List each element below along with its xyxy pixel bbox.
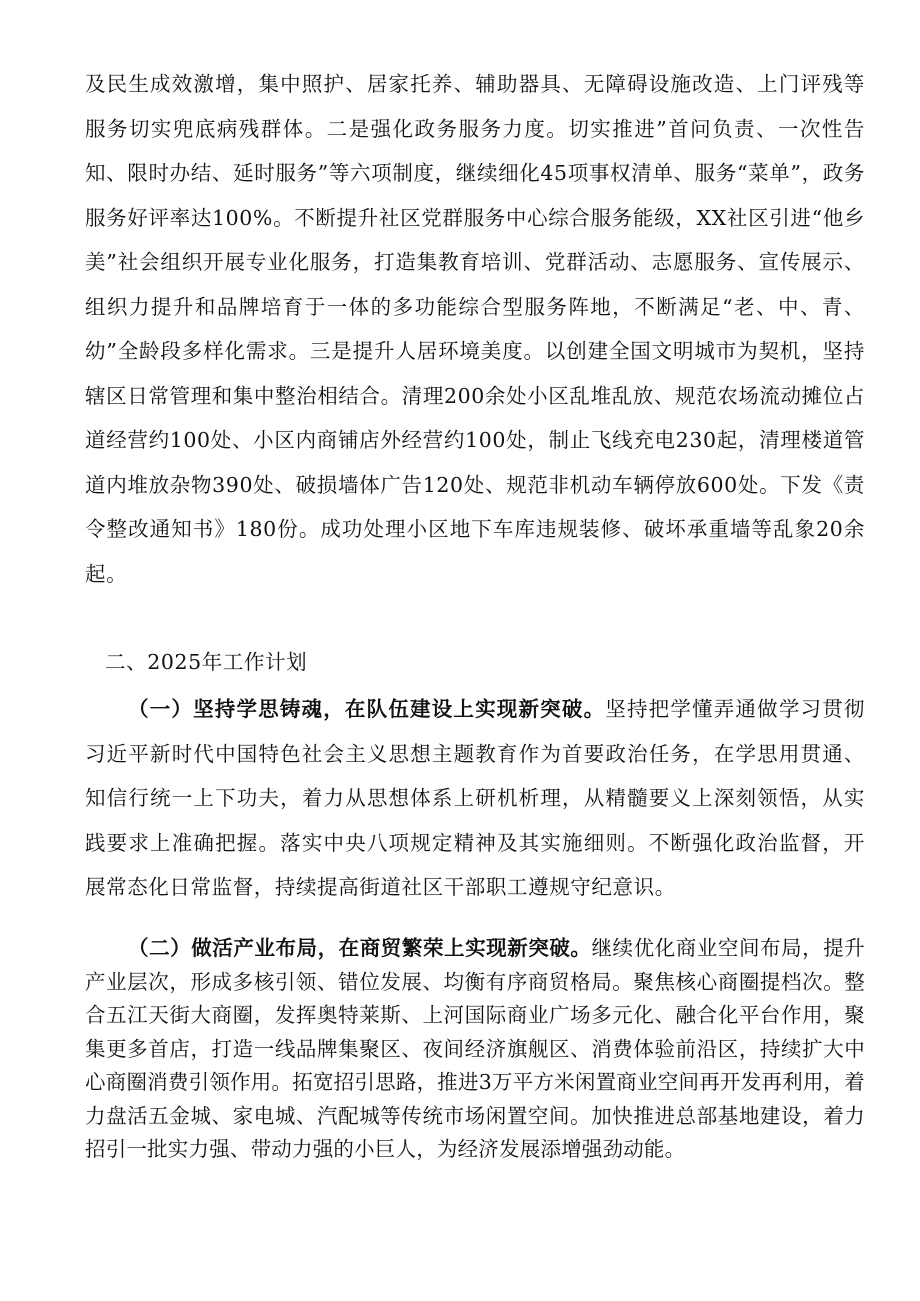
plan-item-1-body: 坚持把学懂弄通做学习贯彻习近平新时代中国特色社会主义思想主题教育作为首要政治任务，在学思用贯通、知信行统一上下功夫，着力从思想体系上研机析理，从精髓要义上深刻领悟，从实践要求上准确把握。落实中央八项规定精神及其实施细则。不断强化政治监督，开展常态化日常监督，持续提高街道社区干部职工遵规守纪意识。 [85, 697, 865, 899]
paragraph-continuation: 及民生成效激增，集中照护、居家托养、辅助器具、无障碍设施改造、上门评残等服务切实兜底病残群体。二是强化政务服务力度。切实推进”首问负责、一次性告知、限时办结、延时服务”等六项制度，继续细化45项事权清单、服务“菜单”，政务服务好评率达100%。不断提升社区党群服务中心综合服务能级，XX社区引进“他乡美”社会组织开展专业化服务，打造集教育培训、党群活动、志愿服务、宣传展示、组织力提升和品牌培育于一体的多功能综合型服务阵地，不断满足“老、中、青、幼”全龄段多样化需求。三是提升人居环境美度。以创建全国文明城市为契机，坚持辖区日常管理和集中整治相结合。清理200余处小区乱堆乱放、规范农场流动摊位占道经营约100处、小区内商铺店外经营约100处，制止飞线充电230起，清理楼道管道内堆放杂物390处、破损墙体广告120处、规范非机动车辆停放600处。下发《责令整改通知书》180份。成功处理小区地下车库违规装修、破坏承重墙等乱象20余起。 [85, 72, 865, 586]
plan-item-2-body: 继续优化商业空间布局，提升产业层次，形成多核引领、错位发展、均衡有序商贸格局。聚焦核心商圈提档次。整合五江天街大商圈，发挥奥特莱斯、上河国际商业广场多元化、融合化平台作用，聚集更多首店，打造一线品牌集聚区、夜间经济旗舰区、消费体验前沿区，持续扩大中心商圈消费引领作用。拓宽招引思路，推进3万平方米闲置商业空间再开发再利用，着力盘活五金城、家电城、汽配城等传统市场闲置空间。加快推进总部基地建设，着力招引一批实力强、带动力强的小巨人，为经济发展添增强劲动能。 [85, 936, 865, 1161]
plan-item-2 [85, 932, 865, 1167]
plan-item-1-title: （一）坚持学思铸魂，在队伍建设上实现新突破。 [128, 697, 606, 721]
plan-item-1 [85, 687, 865, 910]
plan-item-2-title: （二）做活产业布局，在商贸繁荣上实现新突破。 [128, 936, 592, 960]
section-heading: 二、2025年工作计划 [105, 650, 308, 674]
